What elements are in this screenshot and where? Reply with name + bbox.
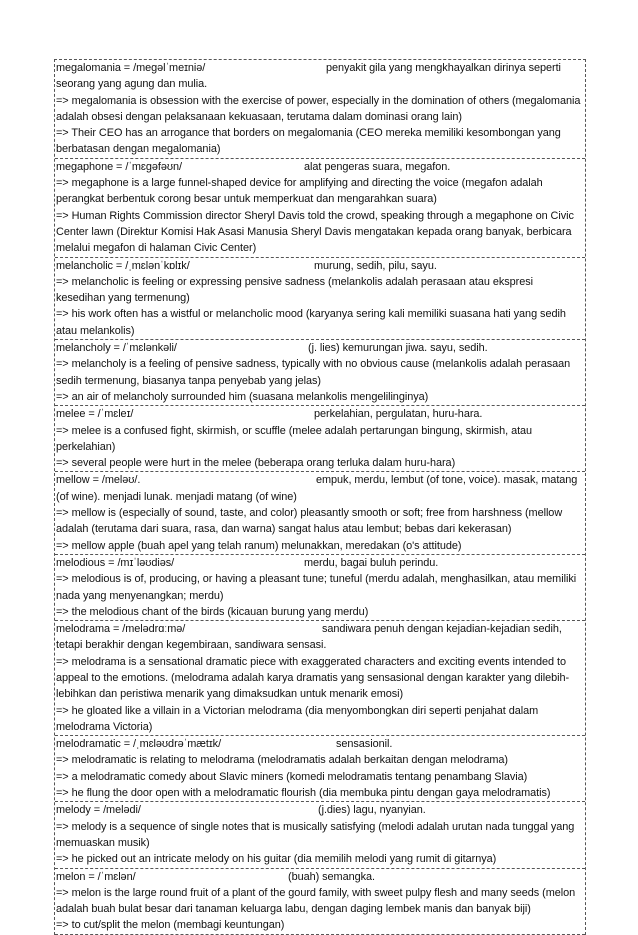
entry-meaning: perkelahian, pergulatan, huru-hara.	[314, 408, 483, 421]
entry-headline	[56, 406, 584, 422]
entry-example-line: => melodramatic is relating to melodrama (melodramatis adalah berkaitan dengan melodrama)	[56, 754, 508, 767]
entry-example-line: => melancholy is a feeling of pensive sadness, typically with no obvious cause (melankolis adalah perasaan sedih termenung, biasanya tanpa penyebab yang jelas)	[56, 358, 571, 387]
dictionary-entry	[55, 258, 585, 340]
entry-example-line: => mellow apple (buah apel yang telah ranum) melunakkan, meredakan (o's attitude)	[56, 539, 462, 552]
dictionary-sheet	[54, 59, 586, 935]
entry-headline	[56, 736, 584, 752]
entry-headline	[56, 60, 584, 93]
entry-example-line: => he picked out an intricate melody on his guitar (dia memilih melodi yang rumit di gitarnya)	[56, 853, 497, 866]
entry-example-line: => the melodious chant of the birds (kicauan burung yang merdu)	[56, 605, 369, 618]
entry-example-line: => melodious is of, producing, or having a pleasant tune; tuneful (merdu adalah, menghasilkan, atau memiliki nada yang menyenangkan; merdu)	[56, 573, 577, 602]
entry-term: megalomania = /megəlˈmeɪniə/	[56, 62, 206, 74]
entry-meaning: (j. lies) kemurungan jiwa. sayu, sedih.	[308, 342, 488, 355]
entry-example-line: => melon is the large round fruit of a plant of the gourd family, with sweet pulpy flesh and many seeds (melon adalah buah bulat besar dari tanaman keluarga labu, dengan daging lembek manis dan banyak biji)	[56, 886, 576, 916]
entry-term: melon = /ˈmɛlən/	[56, 870, 136, 883]
entry-headline	[56, 802, 584, 818]
dictionary-entry	[55, 802, 585, 868]
entry-headline	[56, 555, 584, 571]
dictionary-entry	[55, 159, 585, 258]
entry-headline	[56, 869, 584, 885]
entry-meaning: murung, sedih, pilu, sayu.	[314, 259, 437, 272]
entry-headline	[56, 159, 584, 175]
entry-term: mellow = /meləʊ/.	[56, 474, 141, 487]
entry-example-line: => melody is a sequence of single notes that is musically satisfying (melodi adalah urutan nada tunggal yang memuaskan musik)	[56, 820, 575, 849]
dictionary-entry	[55, 736, 585, 802]
entry-term: melodious = /mɪˈləʊdiəs/	[56, 556, 175, 569]
dictionary-entry	[55, 869, 585, 935]
entry-example-line: => melodrama is a sensational dramatic piece with exaggerated characters and exciting events intended to appeal to the emotions. (melodrama adalah karya dramatis yang sensasional dengan karakter yang dilebih-lebihkan dan peristiwa menarik yang dimaksudkan untuk menarik emosi)	[56, 655, 570, 701]
entry-term: melody = /melədi/	[56, 804, 141, 817]
entry-meaning: sensasionil.	[336, 738, 393, 751]
entry-example-line: => he flung the door open with a melodramatic flourish (dia membuka pintu dengan gaya melodramatis)	[56, 787, 551, 800]
dictionary-entry	[55, 555, 585, 621]
dictionary-entry	[55, 621, 585, 736]
entry-example-line: => an air of melancholy surrounded him (suasana melankolis mengelilinginya)	[56, 390, 429, 403]
entry-headline	[56, 258, 584, 274]
entry-meaning: penyakit gila yang mengkhayalkan dirinya seperti seorang yang agung dan mulia.	[56, 62, 561, 91]
entry-term: melee = /ˈmɛleɪ/	[56, 408, 134, 421]
entry-term: melodrama = /melədrɑːmə/	[56, 623, 186, 636]
dictionary-entry	[55, 406, 585, 472]
entry-example-line: => several people were hurt in the melee (beberapa orang terluka dalam huru-hara)	[56, 457, 456, 470]
entry-term: megaphone = /ˈmɛɡəfəʊn/	[56, 160, 182, 173]
entry-example-line: => his work often has a wistful or melancholic mood (karyanya sering kali memiliki suasana hati yang sedih atau melankolis)	[56, 308, 566, 337]
entry-meaning: alat pengeras suara, megafon.	[304, 160, 451, 173]
entry-example-line: => megalomania is obsession with the exercise of power, especially in the domination of others (megalomania adalah obsesi dengan pelaksanaan kekuasaan, terutama dalam dominasi orang lain)	[56, 94, 581, 123]
entry-example-line: => to cut/split the melon (membagi keuntungan)	[56, 919, 285, 932]
entry-example-line: => melancholic is feeling or expressing pensive sadness (melankolis adalah perasaan atau ekspresi kesedihan yang termenung)	[56, 275, 534, 305]
entry-term: melancholy = /ˈmɛlənkəli/	[56, 342, 177, 355]
entry-meaning: sandiwara penuh dengan kejadian-kejadian sedih, tetapi berakhir dengan kegembiraan, sandiwara sensasi.	[56, 623, 562, 652]
entry-headline	[56, 472, 584, 505]
entry-example-line: => a melodramatic comedy about Slavic miners (komedi melodramatis tentang penambang Slavia)	[56, 770, 528, 783]
entry-meaning: (buah) semangka.	[288, 870, 375, 883]
entry-example-line: => Their CEO has an arrogance that borders on megalomania (CEO mereka memiliki kesombongan yang berbatasan dengan megalomania)	[56, 127, 561, 156]
entry-term: melodramatic = /ˌmɛləʊdrəˈmætɪk/	[56, 738, 222, 751]
dictionary-entry	[55, 472, 585, 554]
entry-example-line: => mellow is (especially of sound, taste, and color) pleasantly smooth or soft; free from harshness (mellow adalah (terutama dari suara, rasa, dan warna) sangat halus atau lembut; bebas dari kekerasan)	[56, 507, 563, 536]
entry-meaning: empuk, merdu, lembut (of tone, voice). masak, matang (of wine). menjadi lunak. menjadi matang (of wine)	[56, 474, 578, 503]
entry-headline	[56, 621, 584, 654]
entry-example-line: => megaphone is a large funnel-shaped device for amplifying and directing the voice (megafon adalah perangkat berbentuk corong besar untuk memperkuat dan mengarahkan suara)	[56, 177, 543, 206]
entry-headline	[56, 340, 584, 356]
entry-meaning: merdu, bagai buluh perindu.	[304, 556, 439, 569]
entry-example-line: => he gloated like a villain in a Victorian melodrama (dia menyombongkan diri seperti penjahat dalam melodrama Victoria)	[56, 704, 539, 733]
entry-meaning: (j.dies) lagu, nyanyian.	[318, 804, 426, 817]
entry-term: melancholic = /ˌmɛlənˈkɒlɪk/	[56, 259, 190, 272]
entry-example-line: => melee is a confused fight, skirmish, or scuffle (melee adalah pertarungan bingung, skirmish, atau perkelahian)	[56, 424, 533, 453]
entry-example-line: => Human Rights Commission director Sheryl Davis told the crowd, speaking through a megaphone on Civic Center lawn (Direktur Komisi Hak Asasi Manusia Sheryl Davis mengatakan kepada orang banyak, berbicara melalui megafon di halaman Civic Center)	[56, 209, 574, 255]
dictionary-entry	[55, 60, 585, 159]
dictionary-entry	[55, 340, 585, 406]
